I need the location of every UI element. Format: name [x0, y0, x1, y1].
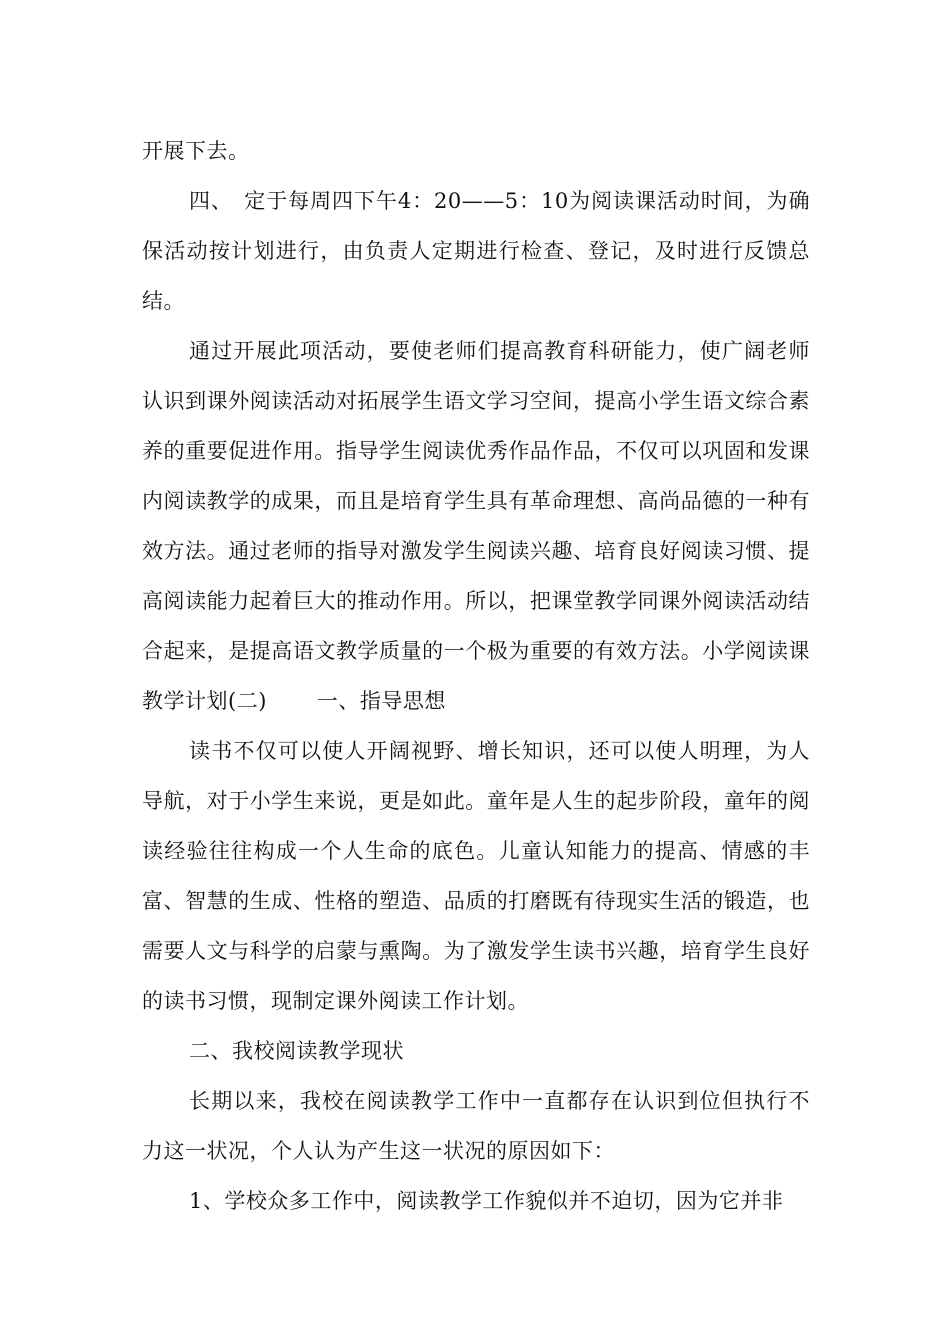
paragraph-activity-purpose	[142, 326, 810, 726]
paragraph-text: 开展下去。	[142, 139, 250, 163]
section-heading-current-status	[142, 1026, 810, 1076]
paragraph-text: 长期以来，我校在阅读教学工作中一直都存在认识到位但执行不力这一状况，个人认为产生这一状况的原因如下：	[142, 1089, 810, 1163]
paragraph-item-four	[142, 176, 810, 326]
paragraph-reason-one	[142, 1176, 810, 1226]
paragraph-text: 四、 定于每周四下午4：20——5：10为阅读课活动时间，为确保活动按计划进行，由负责人定期进行检查、登记，及时进行反馈总结。	[142, 189, 810, 313]
paragraph-text: 通过开展此项活动，要使老师们提高教育科研能力，使广阔老师认识到课外阅读活动对拓展学生语文学习空间，提高小学生语文综合素养的重要促进作用。指导学生阅读优秀作品作品，不仅可以巩固和发课内阅读教学的成果，而且是培育学生具有革命理想、高尚品德的一种有效方法。通过老师的指导对激发学生阅读兴趣、培育良好阅读习惯、提高阅读能力起着巨大的推动作用。所以，把课堂教学同课外阅读活动结合起来，是提高语文教学质量的一个极为重要的有效方法。小学阅读课教学计划(二)	[142, 339, 810, 713]
paragraph-text: 读书不仅可以使人开阔视野、增长知识，还可以使人明理，为人导航，对于小学生来说，更是如此。童年是人生的起步阶段，童年的阅读经验往往构成一个人生命的底色。儿童认知能力的提高、情感的丰富、智慧的生成、性格的塑造、品质的打磨既有待现实生活的锻造，也需要人文与科学的启蒙与熏陶。为了激发学生读书兴趣，培育学生良好的读书习惯，现制定课外阅读工作计划。	[142, 739, 810, 1013]
paragraph-text: 1、学校众多工作中，阅读教学工作貌似并不迫切，因为它并非	[189, 1189, 784, 1213]
paragraph-reading-value	[142, 726, 810, 1026]
paragraph-status-description	[142, 1076, 810, 1176]
document-body	[142, 126, 810, 1226]
section-heading-guiding-thought: 一、指导思想	[316, 689, 446, 713]
paragraph-text: 二、我校阅读教学现状	[189, 1039, 404, 1063]
paragraph-continuation	[142, 126, 810, 176]
